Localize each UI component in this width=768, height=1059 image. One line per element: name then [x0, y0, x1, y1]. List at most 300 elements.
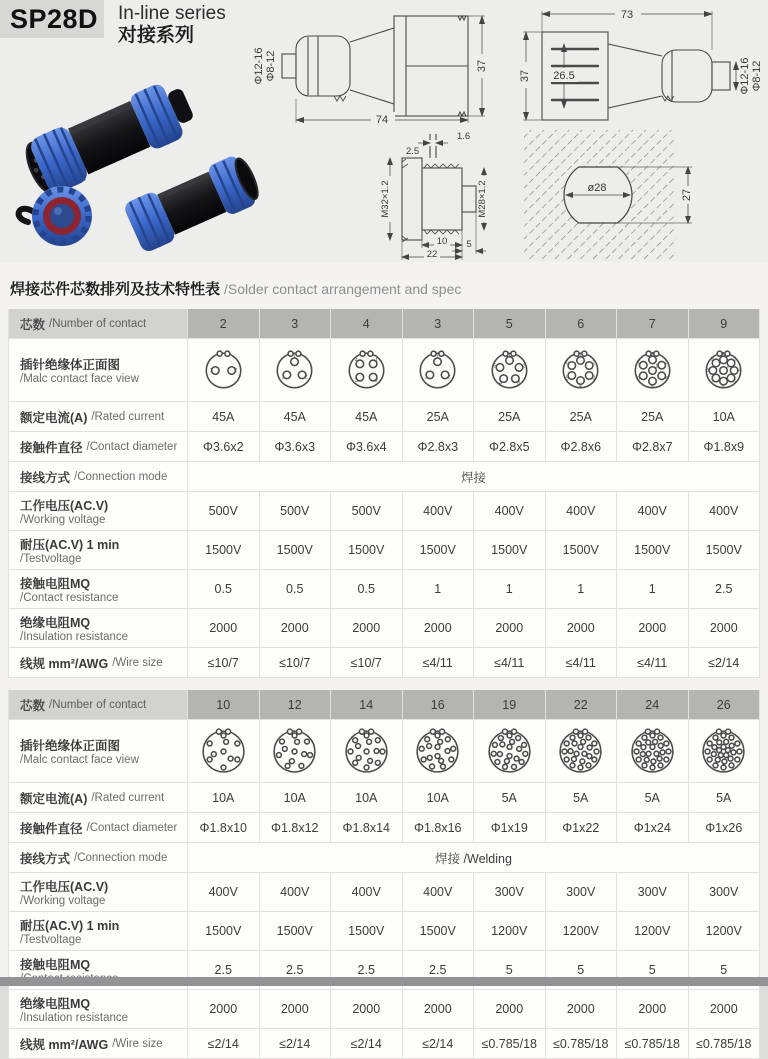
- spec-value: ≤10/7: [187, 648, 259, 677]
- section-title: [0, 262, 768, 309]
- spec-value: Φ3.6x4: [330, 432, 402, 461]
- spec-value: Φ1.8x12: [259, 813, 331, 842]
- table-header-row: [9, 309, 759, 338]
- spec-value: 2000: [688, 609, 760, 647]
- contact-count-header: 6: [545, 309, 617, 338]
- contact-count-header: 26: [688, 690, 760, 719]
- spec-value: 10A: [330, 783, 402, 812]
- series-title: [118, 3, 226, 47]
- row-label: [9, 648, 187, 677]
- spec-value: 2000: [688, 990, 760, 1028]
- svg-text:1: 1: [209, 367, 213, 374]
- svg-text:5: 5: [733, 379, 737, 386]
- contact-face-cell: [473, 339, 545, 401]
- row-label: [9, 609, 187, 647]
- spec-value: 1200V: [688, 912, 760, 950]
- contact-count-header: 2: [187, 309, 259, 338]
- row-label: [9, 402, 187, 431]
- spec-value: 1: [473, 570, 545, 608]
- svg-text:1: 1: [726, 363, 730, 370]
- spec-value: ≤0.785/18: [688, 1029, 760, 1058]
- contact-count-header: 7: [616, 309, 688, 338]
- contact-face-icon: [414, 347, 461, 394]
- row-label-en: /Rated current: [91, 791, 165, 804]
- spec-value: 5A: [545, 783, 617, 812]
- connection-mode-value: 焊接: [187, 462, 759, 491]
- spec-value: Φ1x22: [545, 813, 617, 842]
- row-label: [9, 432, 187, 461]
- face-view-row: [9, 719, 759, 782]
- row-label-cn: 绝缘电阻MQ: [20, 997, 91, 1011]
- spec-value: 400V: [330, 873, 402, 911]
- spec-value: 10A: [688, 402, 760, 431]
- contact-face-cell: [688, 720, 760, 782]
- row-label: [9, 912, 187, 950]
- row-label-cn: 线规 mm²/AWG: [20, 1037, 109, 1052]
- spec-value: 1500V: [545, 531, 617, 569]
- spec-row-contact-diameter: [9, 812, 759, 842]
- contact-count-header: 16: [402, 690, 474, 719]
- table-header-row: [9, 690, 759, 719]
- spec-value: 1500V: [259, 531, 331, 569]
- svg-text:2: 2: [234, 367, 238, 374]
- spec-value: ≤2/14: [402, 1029, 474, 1058]
- row-label-cn: 工作电压(AC.V): [20, 880, 109, 894]
- spec-value: 5A: [473, 783, 545, 812]
- dim-label: 37: [519, 69, 531, 83]
- spec-value: 1500V: [330, 912, 402, 950]
- spec-value: Φ1x19: [473, 813, 545, 842]
- svg-text:1: 1: [654, 363, 658, 370]
- row-label-cn: 芯数: [20, 317, 46, 332]
- spec-value: 2000: [473, 609, 545, 647]
- spec-value: 25A: [402, 402, 474, 431]
- panel-cutout-drawing: [520, 128, 720, 262]
- spec-value: 45A: [259, 402, 331, 431]
- row-label: [9, 1029, 187, 1058]
- svg-text:3: 3: [733, 356, 737, 363]
- row-label-en: /Contact diameter: [86, 440, 178, 453]
- spec-row-rated-current: [9, 782, 759, 812]
- row-label: [9, 873, 187, 911]
- spec-value: ≤4/11: [473, 648, 545, 677]
- spec-value: Φ1.8x10: [187, 813, 259, 842]
- spec-value: 2000: [330, 609, 402, 647]
- svg-text:1: 1: [293, 354, 297, 361]
- contact-count-header: 22: [545, 690, 617, 719]
- spec-value: 1500V: [402, 531, 474, 569]
- contact-face-cell: [616, 720, 688, 782]
- spec-value: ≤4/11: [402, 648, 474, 677]
- spec-value: 45A: [330, 402, 402, 431]
- connector-female: [19, 75, 200, 199]
- contact-face-icon: [414, 728, 461, 775]
- spec-value: ≤10/7: [259, 648, 331, 677]
- spec-row-rated-current: [9, 401, 759, 431]
- spec-value: 400V: [259, 873, 331, 911]
- row-label-en: /Number of contact: [49, 317, 147, 330]
- contact-face-icon: [557, 728, 604, 775]
- spec-value: 2.5: [330, 951, 402, 989]
- contact-count-header: 9: [688, 309, 760, 338]
- dim-label: 5: [466, 239, 472, 250]
- panel-receptacle-drawing: [364, 128, 526, 262]
- spec-value: 2.5: [259, 951, 331, 989]
- svg-text:2: 2: [722, 351, 726, 358]
- row-label: [9, 462, 187, 491]
- spec-value: 25A: [473, 402, 545, 431]
- row-label-en: /Contact resistance: [20, 592, 119, 604]
- spec-row-contact-resistance: [9, 569, 759, 608]
- dim-label: 73: [620, 9, 634, 21]
- dim-label: M32×1.2: [380, 180, 391, 218]
- spec-row-connection-mode: [9, 461, 759, 491]
- contact-face-icon: [200, 347, 247, 394]
- spec-value: ≤2/14: [330, 1029, 402, 1058]
- spec-value: Φ1x24: [616, 813, 688, 842]
- row-label-en: /Insulation resistance: [20, 1012, 129, 1024]
- svg-text:6: 6: [722, 383, 726, 390]
- svg-text:1: 1: [507, 352, 511, 359]
- row-label-cn: 插针绝缘体正面图: [20, 739, 121, 753]
- svg-text:6: 6: [636, 375, 640, 382]
- spec-value: 1: [616, 570, 688, 608]
- contact-face-cell: [616, 339, 688, 401]
- contact-face-icon: [271, 728, 318, 775]
- svg-text:3: 3: [516, 379, 520, 386]
- contact-face-cell: [545, 339, 617, 401]
- spec-table-high-counts: [8, 690, 760, 1059]
- row-label-en: /Wire size: [112, 656, 163, 669]
- spec-value: ≤4/11: [545, 648, 617, 677]
- spec-value: Φ2.8x6: [545, 432, 617, 461]
- contact-face-icon: [557, 347, 604, 394]
- spec-value: 1500V: [187, 531, 259, 569]
- svg-text:1: 1: [436, 354, 440, 361]
- inline-plug-drawing: [254, 4, 512, 130]
- dim-label: 27: [681, 188, 693, 202]
- header-and-drawings: [0, 0, 768, 262]
- spec-value: Φ2.8x5: [473, 432, 545, 461]
- row-label-cn: 芯数: [20, 698, 46, 713]
- svg-text:2: 2: [304, 374, 308, 381]
- spec-value: 300V: [616, 873, 688, 911]
- svg-text:5: 5: [650, 383, 654, 390]
- spec-value: 2000: [259, 609, 331, 647]
- contact-count-header: 14: [330, 690, 402, 719]
- row-label-en: /Rated current: [91, 410, 165, 423]
- spec-value: ≤2/14: [187, 1029, 259, 1058]
- spec-value: 1500V: [688, 531, 760, 569]
- spec-value: 5: [616, 951, 688, 989]
- model-name: SP28D: [10, 3, 99, 34]
- row-label-en: /Contact diameter: [86, 821, 178, 834]
- contact-face-icon: [343, 347, 390, 394]
- contact-count-header: 10: [187, 690, 259, 719]
- spec-row-insulation-resistance: [9, 608, 759, 647]
- spec-value: 300V: [688, 873, 760, 911]
- spec-value: 2000: [402, 609, 474, 647]
- svg-text:2: 2: [447, 374, 451, 381]
- row-label: [9, 843, 187, 872]
- spec-value: 300V: [545, 873, 617, 911]
- spec-value: 2.5: [402, 951, 474, 989]
- spec-value: 10A: [402, 783, 474, 812]
- row-label-cn: 耐压(AC.V) 1 min: [20, 919, 120, 933]
- contact-face-cell: [187, 339, 259, 401]
- dim-label: 2.5: [406, 146, 420, 157]
- spec-value: ≤2/14: [688, 648, 760, 677]
- spec-row-connection-mode: [9, 842, 759, 872]
- dim-label: 26.5: [553, 70, 575, 82]
- spec-value: 2000: [545, 990, 617, 1028]
- spec-value: 400V: [545, 492, 617, 530]
- spec-value: 2000: [402, 990, 474, 1028]
- row-label-en: /Testvoltage: [20, 934, 82, 946]
- row-label-en: /Connection mode: [74, 851, 168, 864]
- spec-value: 400V: [402, 873, 474, 911]
- svg-text:3: 3: [424, 374, 428, 381]
- contact-face-cell: [688, 339, 760, 401]
- contact-face-cell: [473, 720, 545, 782]
- contact-face-icon: [271, 347, 318, 394]
- row-label: [9, 990, 187, 1028]
- svg-text:8: 8: [706, 367, 710, 374]
- contact-face-cell: [545, 720, 617, 782]
- contact-face-cell: [259, 720, 331, 782]
- spec-value: 2.5: [187, 951, 259, 989]
- spec-value: ≤4/11: [616, 648, 688, 677]
- row-label-cn: 接线方式: [20, 851, 71, 866]
- section-title-cn: 焊接芯件芯数排列及技术特性表: [10, 281, 221, 298]
- contact-count-header: 3: [402, 309, 474, 338]
- svg-text:4: 4: [664, 375, 668, 382]
- spec-value: 1: [402, 570, 474, 608]
- spec-value: Φ2.8x7: [616, 432, 688, 461]
- spec-value: 0.5: [187, 570, 259, 608]
- row-label-cn: 接触件直径: [20, 821, 83, 836]
- contact-face-icon: [700, 347, 747, 394]
- row-label: [9, 813, 187, 842]
- spec-value: Φ1.8x16: [402, 813, 474, 842]
- spec-value: 0.5: [330, 570, 402, 608]
- spec-value: 1500V: [402, 912, 474, 950]
- dim-label: 10: [436, 236, 448, 247]
- row-label: [9, 492, 187, 530]
- spec-row-working-voltage: [9, 491, 759, 530]
- row-label: [9, 783, 187, 812]
- spec-value: 1: [545, 570, 617, 608]
- spec-value: 500V: [259, 492, 331, 530]
- spec-value: 300V: [473, 873, 545, 911]
- svg-text:7: 7: [710, 379, 714, 386]
- spec-value: 1500V: [616, 531, 688, 569]
- spec-table-low-counts: [8, 309, 760, 678]
- spec-value: Φ2.8x3: [402, 432, 474, 461]
- spec-row-wire-size: [9, 1028, 759, 1058]
- connector-male: [122, 151, 264, 254]
- spec-row-test-voltage: [9, 911, 759, 950]
- spec-value: 25A: [545, 402, 617, 431]
- contact-count-header: 3: [259, 309, 331, 338]
- spec-value: 5A: [616, 783, 688, 812]
- spec-value: 1200V: [616, 912, 688, 950]
- spec-value: 5: [545, 951, 617, 989]
- row-label-cn: 工作电压(AC.V): [20, 499, 109, 513]
- row-label: [9, 690, 187, 719]
- contact-count-header: 4: [330, 309, 402, 338]
- spec-value: 2000: [187, 990, 259, 1028]
- spec-value: 1500V: [259, 912, 331, 950]
- contact-face-cell: [259, 339, 331, 401]
- inline-socket-drawing: [512, 4, 768, 130]
- spec-value: 400V: [187, 873, 259, 911]
- section-title-en: /Solder contact arrangement and spec: [224, 281, 462, 297]
- svg-text:2: 2: [374, 377, 378, 384]
- row-label: [9, 339, 187, 401]
- spec-value: 1200V: [473, 912, 545, 950]
- spec-value: ≤0.785/18: [473, 1029, 545, 1058]
- contact-face-icon: [629, 347, 676, 394]
- spec-value: 1500V: [330, 531, 402, 569]
- connection-mode-value: 焊接 /Welding: [187, 843, 759, 872]
- contact-count-header: 19: [473, 690, 545, 719]
- svg-text:9: 9: [710, 356, 714, 363]
- spec-value: 10A: [187, 783, 259, 812]
- svg-text:1: 1: [579, 352, 583, 359]
- contact-face-cell: [330, 720, 402, 782]
- dim-label: 74: [375, 114, 389, 126]
- row-label-en: /Testvoltage: [20, 553, 82, 565]
- row-label-en: /Working voltage: [20, 895, 106, 907]
- svg-text:4: 4: [738, 367, 742, 374]
- svg-text:3: 3: [664, 359, 668, 366]
- spec-value: ≤2/14: [259, 1029, 331, 1058]
- svg-text:5: 5: [493, 362, 497, 369]
- row-label: [9, 309, 187, 338]
- spec-value: 2000: [187, 609, 259, 647]
- spec-value: Φ3.6x2: [187, 432, 259, 461]
- spec-value: 2000: [616, 609, 688, 647]
- dim-label: 37: [476, 59, 488, 73]
- series-name-en: In-line series: [118, 3, 226, 24]
- dim-label: 22: [426, 249, 438, 260]
- spec-value: 10A: [259, 783, 331, 812]
- row-label-cn: 额定电流(A): [20, 791, 88, 806]
- spec-row-insulation-resistance: [9, 989, 759, 1028]
- spec-value: 2000: [259, 990, 331, 1028]
- spec-value: 500V: [330, 492, 402, 530]
- svg-text:5: 5: [566, 375, 570, 382]
- spec-row-test-voltage: [9, 530, 759, 569]
- spec-value: 0.5: [259, 570, 331, 608]
- model-badge: [0, 0, 104, 38]
- svg-text:2: 2: [522, 362, 526, 369]
- contact-face-icon: [700, 728, 747, 775]
- spec-value: 1200V: [545, 912, 617, 950]
- product-photo: [4, 58, 254, 262]
- row-label-en: /Connection mode: [74, 470, 168, 483]
- protective-cap: [19, 186, 92, 246]
- spec-value: 400V: [688, 492, 760, 530]
- spec-value: 2.5: [688, 570, 760, 608]
- spec-value: 2000: [330, 990, 402, 1028]
- svg-text:7: 7: [636, 359, 640, 366]
- row-label-cn: 额定电流(A): [20, 410, 88, 425]
- row-label-en: /Number of contact: [49, 698, 147, 711]
- spec-row-contact-diameter: [9, 431, 759, 461]
- spec-value: 1500V: [187, 912, 259, 950]
- row-label: [9, 531, 187, 569]
- spec-value: Φ3.6x3: [259, 432, 331, 461]
- row-label-en: /Malc contact face view: [20, 754, 139, 766]
- contact-count-header: 24: [616, 690, 688, 719]
- spec-value: 2000: [616, 990, 688, 1028]
- row-label: [9, 720, 187, 782]
- row-label-cn: 接触件直径: [20, 440, 83, 455]
- dim-label: Φ8-12: [751, 60, 763, 92]
- face-view-row: [9, 338, 759, 401]
- row-label-en: /Wire size: [112, 1037, 163, 1050]
- svg-text:3: 3: [281, 374, 285, 381]
- row-label-cn: 接线方式: [20, 470, 71, 485]
- spec-value: 400V: [402, 492, 474, 530]
- bottom-bar: [0, 977, 768, 986]
- spec-value: 2000: [473, 990, 545, 1028]
- spec-value: ≤0.785/18: [616, 1029, 688, 1058]
- dim-label: 1.6: [457, 131, 471, 142]
- svg-text:4: 4: [354, 357, 358, 364]
- svg-text:3: 3: [592, 375, 596, 382]
- series-name-cn: 对接系列: [118, 24, 195, 46]
- dim-label: Φ12-16: [253, 47, 265, 85]
- dim-label: Φ8-12: [265, 50, 277, 82]
- row-label-en: /Insulation resistance: [20, 631, 129, 643]
- row-label-cn: 接触电阻MQ: [20, 577, 91, 591]
- contact-count-header: 12: [259, 690, 331, 719]
- row-label-cn: 接触电阻MQ: [20, 958, 91, 972]
- contact-count-header: 5: [473, 309, 545, 338]
- spec-value: Φ1.8x14: [330, 813, 402, 842]
- spec-value: 5A: [688, 783, 760, 812]
- svg-text:4: 4: [579, 382, 583, 389]
- dim-label: Φ12-16: [739, 57, 751, 95]
- row-label-cn: 耐压(AC.V) 1 min: [20, 538, 120, 552]
- spec-row-wire-size: [9, 647, 759, 677]
- svg-text:4: 4: [498, 379, 502, 386]
- contact-face-icon: [486, 347, 533, 394]
- spec-value: 5: [688, 951, 760, 989]
- dim-label: M28×1.2: [477, 180, 488, 218]
- svg-text:3: 3: [354, 377, 358, 384]
- svg-text:1: 1: [374, 357, 378, 364]
- spec-row-working-voltage: [9, 872, 759, 911]
- contact-face-icon: [486, 728, 533, 775]
- row-label-cn: 插针绝缘体正面图: [20, 358, 121, 372]
- row-label: [9, 570, 187, 608]
- spec-value: 5: [473, 951, 545, 989]
- row-label-en: /Working voltage: [20, 514, 106, 526]
- spec-value: 25A: [616, 402, 688, 431]
- spec-value: 45A: [187, 402, 259, 431]
- contact-face-icon: [629, 728, 676, 775]
- contact-face-cell: [402, 339, 474, 401]
- spec-value: 1500V: [473, 531, 545, 569]
- contact-face-cell: [330, 339, 402, 401]
- spec-value: 400V: [473, 492, 545, 530]
- row-label-en: /Malc contact face view: [20, 373, 139, 385]
- row-label-cn: 线规 mm²/AWG: [20, 656, 109, 671]
